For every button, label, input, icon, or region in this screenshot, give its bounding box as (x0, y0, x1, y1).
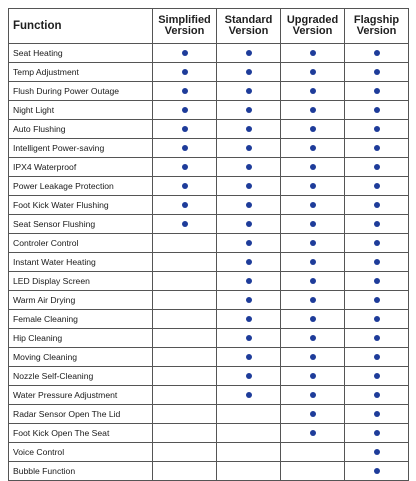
supported-dot-icon (246, 50, 252, 56)
function-name-cell: Radar Sensor Open The Lid (9, 405, 153, 424)
support-cell-standard (217, 405, 281, 424)
supported-dot-icon (310, 259, 316, 265)
table-row (9, 215, 409, 234)
support-cell-flagship (345, 101, 409, 120)
supported-dot-icon (246, 145, 252, 151)
table-row (9, 310, 409, 329)
support-cell-simplified (153, 82, 217, 101)
support-cell-standard (217, 177, 281, 196)
support-cell-flagship (345, 348, 409, 367)
supported-dot-icon (374, 221, 380, 227)
supported-dot-icon (374, 126, 380, 132)
table-row (9, 367, 409, 386)
supported-dot-icon (374, 183, 380, 189)
support-cell-standard (217, 310, 281, 329)
supported-dot-icon (182, 145, 188, 151)
table-row (9, 234, 409, 253)
support-cell-simplified (153, 291, 217, 310)
table-row (9, 443, 409, 462)
supported-dot-icon (246, 373, 252, 379)
function-name-cell: Moving Cleaning (9, 348, 153, 367)
header-label-line: Version (228, 25, 269, 37)
supported-dot-icon (374, 69, 380, 75)
supported-dot-icon (310, 430, 316, 436)
support-cell-standard (217, 443, 281, 462)
support-cell-simplified (153, 272, 217, 291)
support-cell-flagship (345, 462, 409, 481)
support-cell-standard (217, 82, 281, 101)
support-cell-standard (217, 63, 281, 82)
supported-dot-icon (310, 240, 316, 246)
support-cell-flagship (345, 139, 409, 158)
supported-dot-icon (182, 126, 188, 132)
support-cell-upgraded (281, 310, 345, 329)
support-cell-simplified (153, 44, 217, 63)
supported-dot-icon (310, 297, 316, 303)
support-cell-standard (217, 386, 281, 405)
supported-dot-icon (310, 202, 316, 208)
support-cell-simplified (153, 158, 217, 177)
supported-dot-icon (374, 164, 380, 170)
support-cell-upgraded (281, 253, 345, 272)
support-cell-simplified (153, 120, 217, 139)
header-label-line: Version (356, 25, 397, 37)
header-flagship-version (345, 9, 409, 44)
header-label-line: Version (164, 25, 205, 37)
support-cell-upgraded (281, 196, 345, 215)
support-cell-flagship (345, 196, 409, 215)
support-cell-upgraded (281, 63, 345, 82)
support-cell-flagship (345, 424, 409, 443)
table-row (9, 139, 409, 158)
supported-dot-icon (246, 221, 252, 227)
function-name-cell: Voice Control (9, 443, 153, 462)
header-label-line: Flagship (353, 14, 400, 26)
support-cell-upgraded (281, 101, 345, 120)
supported-dot-icon (310, 88, 316, 94)
table-row (9, 120, 409, 139)
support-cell-standard (217, 139, 281, 158)
supported-dot-icon (246, 259, 252, 265)
support-cell-standard (217, 367, 281, 386)
support-cell-upgraded (281, 291, 345, 310)
supported-dot-icon (374, 373, 380, 379)
support-cell-flagship (345, 44, 409, 63)
comparison-table-container (8, 8, 408, 476)
function-name-cell: Auto Flushing (9, 120, 153, 139)
header-upgraded-version (281, 9, 345, 44)
support-cell-upgraded (281, 177, 345, 196)
support-cell-simplified (153, 443, 217, 462)
support-cell-simplified (153, 177, 217, 196)
table-row (9, 253, 409, 272)
support-cell-upgraded (281, 405, 345, 424)
support-cell-upgraded (281, 462, 345, 481)
supported-dot-icon (182, 88, 188, 94)
support-cell-simplified (153, 196, 217, 215)
supported-dot-icon (246, 392, 252, 398)
supported-dot-icon (374, 50, 380, 56)
table-row (9, 158, 409, 177)
support-cell-upgraded (281, 120, 345, 139)
support-cell-flagship (345, 367, 409, 386)
function-name-cell: Warm Air Drying (9, 291, 153, 310)
supported-dot-icon (182, 164, 188, 170)
table-row (9, 329, 409, 348)
supported-dot-icon (246, 126, 252, 132)
supported-dot-icon (246, 278, 252, 284)
table-row (9, 424, 409, 443)
supported-dot-icon (310, 278, 316, 284)
support-cell-flagship (345, 158, 409, 177)
supported-dot-icon (310, 126, 316, 132)
supported-dot-icon (374, 316, 380, 322)
support-cell-flagship (345, 291, 409, 310)
feature-comparison-table (8, 8, 409, 481)
support-cell-standard (217, 101, 281, 120)
support-cell-upgraded (281, 329, 345, 348)
support-cell-flagship (345, 120, 409, 139)
support-cell-upgraded (281, 82, 345, 101)
function-name-cell: Water Pressure Adjustment (9, 386, 153, 405)
supported-dot-icon (374, 468, 380, 474)
support-cell-standard (217, 291, 281, 310)
function-name-cell: IPX4 Waterproof (9, 158, 153, 177)
table-row (9, 291, 409, 310)
function-name-cell: LED Display Screen (9, 272, 153, 291)
support-cell-standard (217, 158, 281, 177)
support-cell-simplified (153, 405, 217, 424)
supported-dot-icon (310, 183, 316, 189)
support-cell-standard (217, 462, 281, 481)
supported-dot-icon (182, 202, 188, 208)
table-row (9, 272, 409, 291)
supported-dot-icon (246, 183, 252, 189)
support-cell-flagship (345, 310, 409, 329)
supported-dot-icon (374, 278, 380, 284)
table-row (9, 462, 409, 481)
support-cell-standard (217, 424, 281, 443)
supported-dot-icon (374, 354, 380, 360)
header-function: Function (9, 9, 153, 44)
header-label-line: Standard (224, 14, 273, 26)
support-cell-upgraded (281, 139, 345, 158)
supported-dot-icon (310, 145, 316, 151)
support-cell-flagship (345, 329, 409, 348)
supported-dot-icon (374, 240, 380, 246)
supported-dot-icon (182, 107, 188, 113)
supported-dot-icon (374, 202, 380, 208)
supported-dot-icon (374, 145, 380, 151)
support-cell-simplified (153, 63, 217, 82)
supported-dot-icon (374, 335, 380, 341)
supported-dot-icon (246, 316, 252, 322)
function-name-cell: Seat Heating (9, 44, 153, 63)
support-cell-flagship (345, 386, 409, 405)
support-cell-flagship (345, 405, 409, 424)
support-cell-flagship (345, 234, 409, 253)
support-cell-flagship (345, 63, 409, 82)
support-cell-simplified (153, 462, 217, 481)
supported-dot-icon (246, 297, 252, 303)
supported-dot-icon (310, 392, 316, 398)
supported-dot-icon (310, 107, 316, 113)
support-cell-simplified (153, 367, 217, 386)
supported-dot-icon (310, 373, 316, 379)
support-cell-simplified (153, 386, 217, 405)
table-row (9, 177, 409, 196)
header-label-line: Version (292, 25, 333, 37)
supported-dot-icon (246, 164, 252, 170)
support-cell-standard (217, 234, 281, 253)
support-cell-upgraded (281, 443, 345, 462)
support-cell-standard (217, 120, 281, 139)
support-cell-standard (217, 215, 281, 234)
supported-dot-icon (310, 50, 316, 56)
table-row (9, 44, 409, 63)
supported-dot-icon (310, 221, 316, 227)
supported-dot-icon (246, 69, 252, 75)
header-standard-version (217, 9, 281, 44)
table-body (9, 44, 409, 481)
header-label-line: Simplified (158, 14, 211, 26)
support-cell-upgraded (281, 44, 345, 63)
table-row (9, 196, 409, 215)
support-cell-upgraded (281, 272, 345, 291)
support-cell-flagship (345, 253, 409, 272)
supported-dot-icon (182, 50, 188, 56)
table-row (9, 386, 409, 405)
table-header (9, 9, 409, 44)
support-cell-standard (217, 196, 281, 215)
function-name-cell: Female Cleaning (9, 310, 153, 329)
support-cell-flagship (345, 443, 409, 462)
function-name-cell: Flush During Power Outage (9, 82, 153, 101)
support-cell-upgraded (281, 367, 345, 386)
supported-dot-icon (182, 221, 188, 227)
supported-dot-icon (310, 335, 316, 341)
supported-dot-icon (246, 240, 252, 246)
supported-dot-icon (374, 259, 380, 265)
supported-dot-icon (246, 88, 252, 94)
support-cell-simplified (153, 310, 217, 329)
header-simplified-version (153, 9, 217, 44)
supported-dot-icon (310, 69, 316, 75)
function-name-cell: Nozzle Self-Cleaning (9, 367, 153, 386)
function-name-cell: Power Leakage Protection (9, 177, 153, 196)
function-name-cell: Foot Kick Open The Seat (9, 424, 153, 443)
function-name-cell: Seat Sensor Flushing (9, 215, 153, 234)
support-cell-standard (217, 348, 281, 367)
supported-dot-icon (374, 107, 380, 113)
function-name-cell: Foot Kick Water Flushing (9, 196, 153, 215)
support-cell-simplified (153, 424, 217, 443)
supported-dot-icon (374, 392, 380, 398)
support-cell-flagship (345, 272, 409, 291)
supported-dot-icon (246, 335, 252, 341)
table-row (9, 63, 409, 82)
function-name-cell: Controler Control (9, 234, 153, 253)
support-cell-standard (217, 329, 281, 348)
support-cell-flagship (345, 215, 409, 234)
supported-dot-icon (246, 202, 252, 208)
support-cell-upgraded (281, 348, 345, 367)
support-cell-simplified (153, 348, 217, 367)
table-row (9, 405, 409, 424)
table-row (9, 348, 409, 367)
function-name-cell: Intelligent Power-saving (9, 139, 153, 158)
support-cell-standard (217, 253, 281, 272)
support-cell-simplified (153, 253, 217, 272)
function-name-cell: Bubble Function (9, 462, 153, 481)
table-row (9, 101, 409, 120)
support-cell-simplified (153, 101, 217, 120)
supported-dot-icon (310, 164, 316, 170)
supported-dot-icon (310, 316, 316, 322)
supported-dot-icon (374, 430, 380, 436)
function-name-cell: Night Light (9, 101, 153, 120)
support-cell-flagship (345, 177, 409, 196)
function-name-cell: Instant Water Heating (9, 253, 153, 272)
support-cell-upgraded (281, 158, 345, 177)
supported-dot-icon (310, 354, 316, 360)
supported-dot-icon (246, 354, 252, 360)
support-cell-upgraded (281, 215, 345, 234)
header-row (9, 9, 409, 44)
table-row (9, 82, 409, 101)
header-label-line: Upgraded (286, 14, 339, 26)
support-cell-simplified (153, 234, 217, 253)
supported-dot-icon (374, 297, 380, 303)
support-cell-simplified (153, 139, 217, 158)
supported-dot-icon (374, 449, 380, 455)
function-name-cell: Temp Adjustment (9, 63, 153, 82)
supported-dot-icon (182, 69, 188, 75)
support-cell-standard (217, 272, 281, 291)
support-cell-standard (217, 44, 281, 63)
support-cell-flagship (345, 82, 409, 101)
support-cell-upgraded (281, 424, 345, 443)
supported-dot-icon (374, 88, 380, 94)
support-cell-simplified (153, 329, 217, 348)
function-name-cell: Hip Cleaning (9, 329, 153, 348)
support-cell-upgraded (281, 234, 345, 253)
supported-dot-icon (182, 183, 188, 189)
support-cell-simplified (153, 215, 217, 234)
support-cell-upgraded (281, 386, 345, 405)
supported-dot-icon (246, 107, 252, 113)
